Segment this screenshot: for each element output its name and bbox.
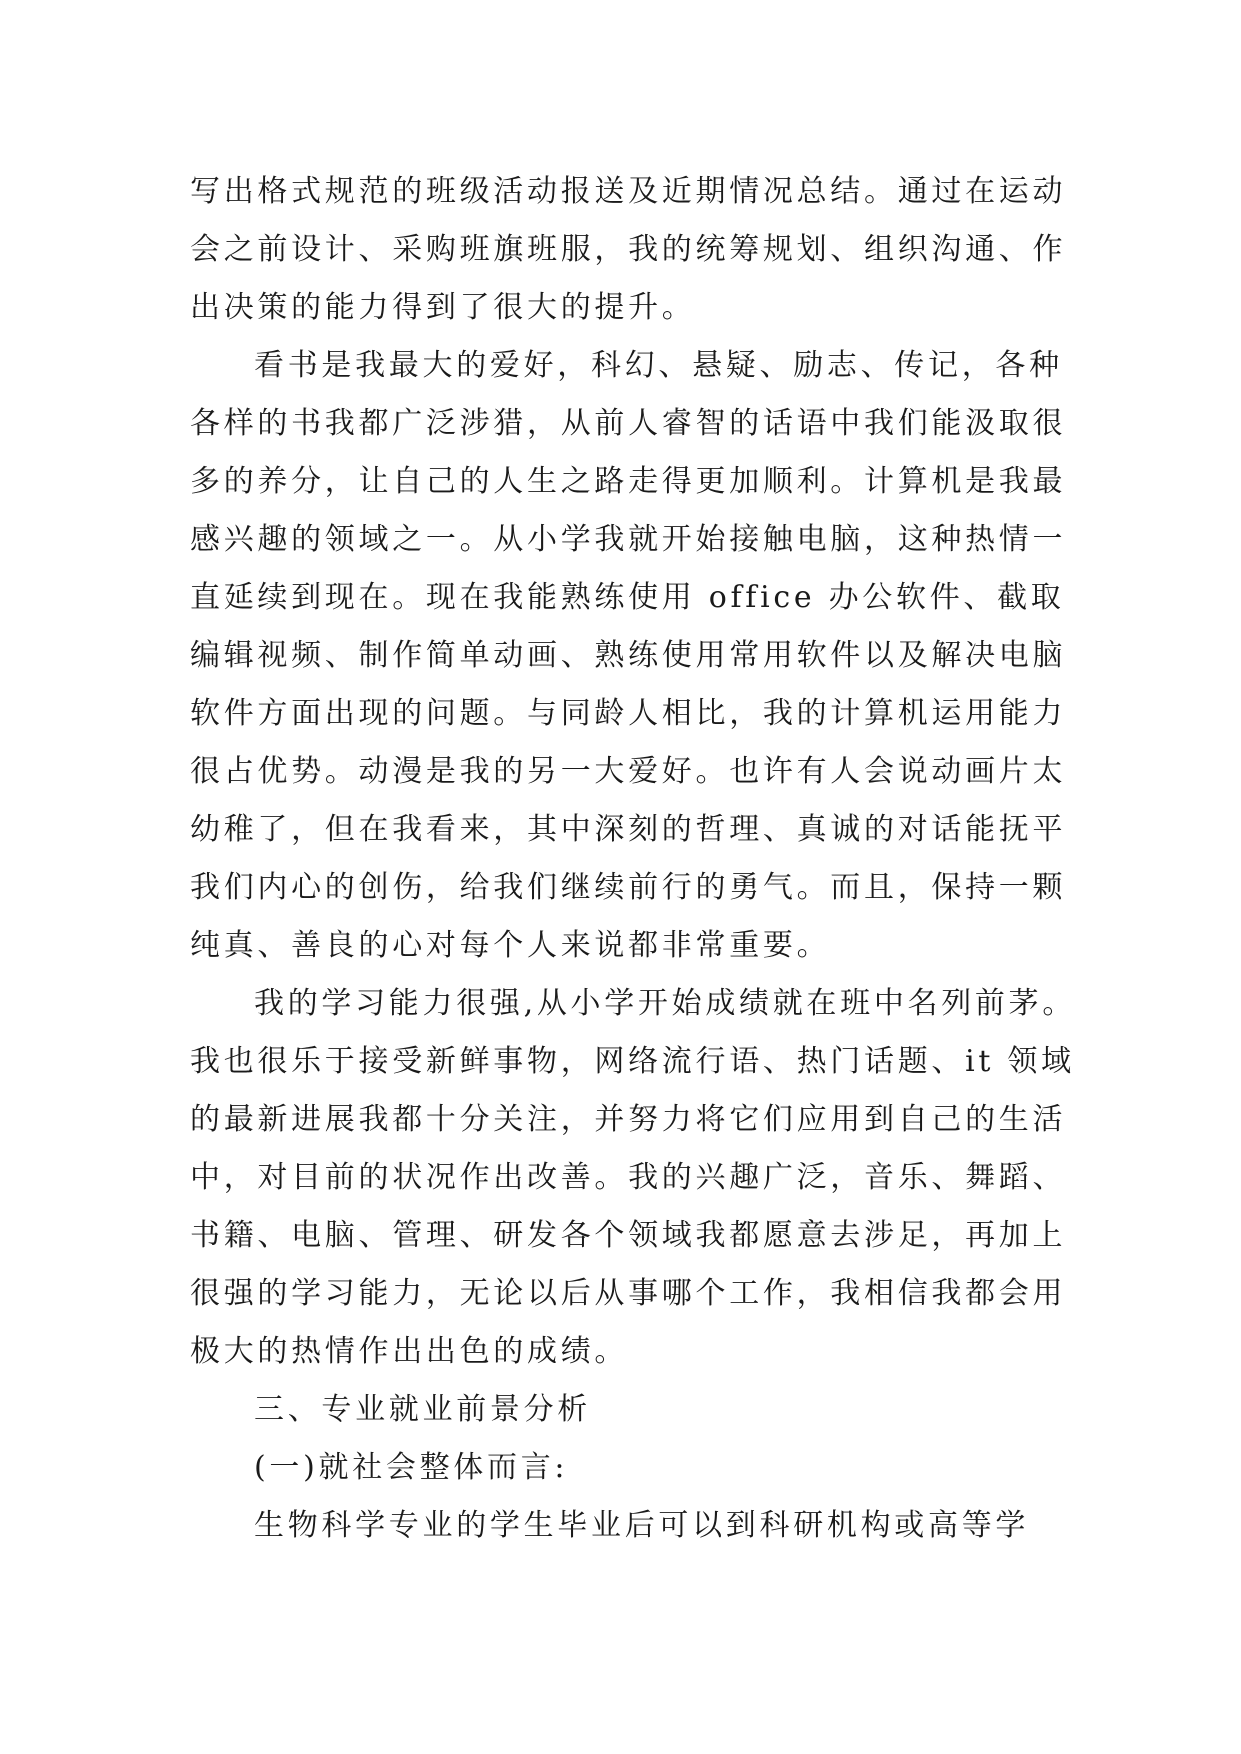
text-line: 多的养分，让自己的人生之路走得更加顺利。计算机是我最 (190, 464, 1067, 499)
text-line: 我们内心的创伤，给我们继续前行的勇气。而且，保持一颗 (190, 870, 1067, 905)
text-line: 三、专业就业前景分析 (254, 1392, 591, 1427)
text-line: 很强的学习能力，无论以后从事哪个工作，我相信我都会用 (190, 1276, 1067, 1311)
text-line: 幼稚了，但在我看来，其中深刻的哲理、真诚的对话能抚平 (190, 812, 1067, 847)
text-line: 很占优势。动漫是我的另一大爱好。也许有人会说动画片太 (190, 754, 1067, 789)
text-line: 软件方面出现的问题。与同龄人相比，我的计算机运用能力 (190, 696, 1067, 731)
text-line: (一)就社会整体而言: (254, 1450, 569, 1485)
text-line: 感兴趣的领域之一。从小学我就开始接触电脑，这种热情一 (190, 522, 1067, 557)
text-line: 写出格式规范的班级活动报送及近期情况总结。通过在运动 (190, 174, 1067, 209)
text-line: 直延续到现在。现在我能熟练使用 office 办公软件、截取 (190, 580, 1065, 615)
text-line: 生物科学专业的学生毕业后可以到科研机构或高等学 (254, 1508, 1030, 1543)
text-line: 各样的书我都广泛涉猎，从前人睿智的话语中我们能汲取很 (190, 406, 1067, 441)
document-body (190, 163, 1077, 1555)
text-line: 中，对目前的状况作出改善。我的兴趣广泛，音乐、舞蹈、 (190, 1160, 1067, 1195)
text-line: 我也很乐于接受新鲜事物，网络流行语、热门话题、it 领域 (190, 1044, 1075, 1079)
text-line: 的最新进展我都十分关注，并努力将它们应用到自己的生活 (190, 1102, 1067, 1137)
text-line: 编辑视频、制作简单动画、熟练使用常用软件以及解决电脑 (190, 638, 1067, 673)
text-line: 极大的热情作出出色的成绩。 (190, 1334, 629, 1369)
text-line: 书籍、电脑、管理、研发各个领域我都愿意去涉足，再加上 (190, 1218, 1067, 1253)
text-line: 纯真、善良的心对每个人来说都非常重要。 (190, 928, 831, 963)
text-line: 看书是我最大的爱好，科幻、悬疑、励志、传记，各种 (254, 348, 1063, 383)
text-line: 会之前设计、采购班旗班服，我的统筹规划、组织沟通、作 (190, 232, 1067, 267)
text-line: 我的学习能力很强,从小学开始成绩就在班中名列前茅。 (254, 986, 1077, 1021)
text-line: 出决策的能力得到了很大的提升。 (190, 290, 696, 325)
